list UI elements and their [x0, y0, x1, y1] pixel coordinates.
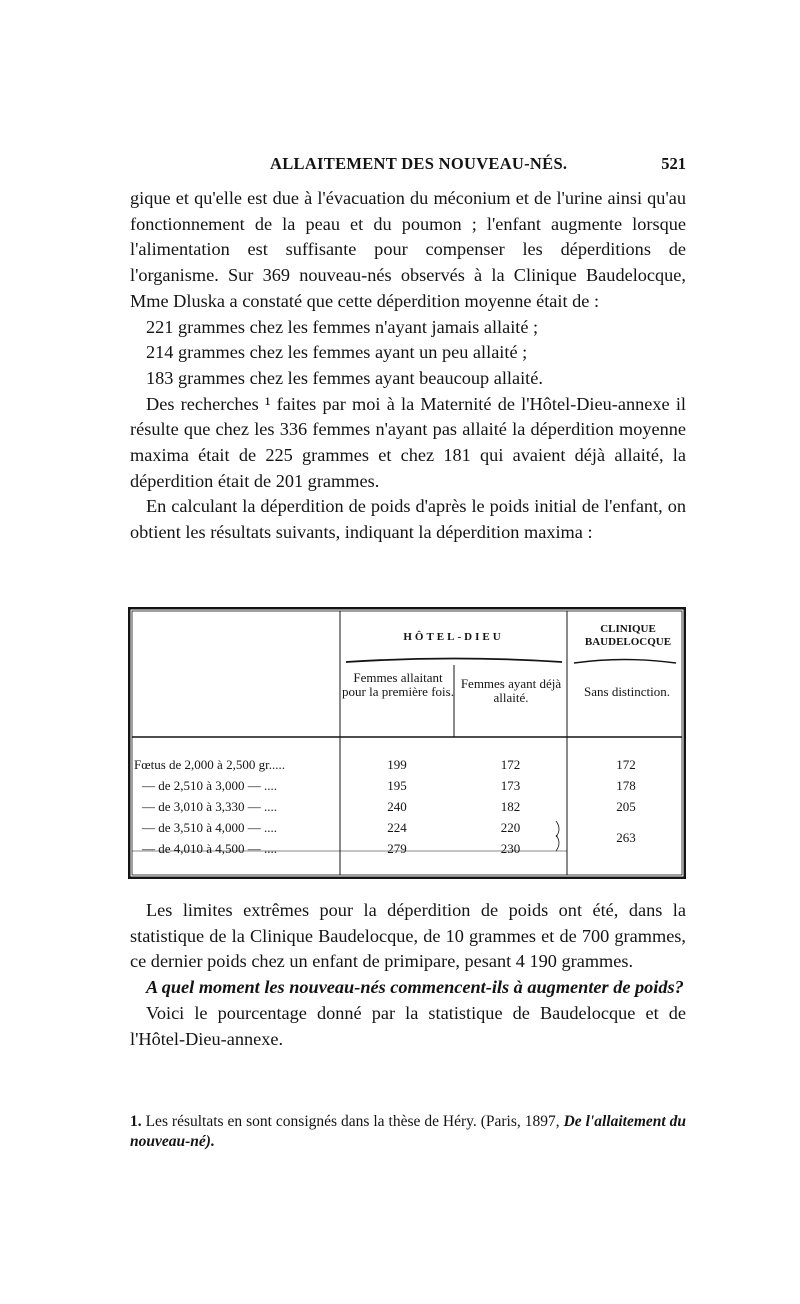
column-header-first-time: Femmes allaitant pour la première fois.: [342, 670, 454, 699]
column-no-distinction-values: [567, 754, 685, 859]
table-cell: 172: [500, 757, 521, 772]
column-already-values: [454, 754, 567, 859]
table-row-label: — de 4,010 à 4,500 — ....: [142, 841, 278, 856]
footnote-marker: 1.: [130, 1113, 142, 1130]
running-title: ALLAITEMENT DES NOUVEAU-NÉS.: [270, 154, 568, 173]
paragraph-4: Les limites extrêmes pour la déperdition de poids ont été, dans la statistique de la Clinique Baudelocque, de 10 grammes et de 700 grammes, ce dernier poids chez un enfant de primipare, pesant 4 190 grammes.: [130, 900, 686, 972]
paragraph-1: gique et qu'elle est due à l'évacuation du méconium et de l'urine ainsi qu'au fonctionnement de la peau et du poumon ; l'enfant augmente lorsque l'alimentation est suffisante pour compenser les déperditions de l'organisme. Sur 369 nouveau-nés observés à la Clinique Baudelocque, Mme Dluska a constaté que cette déperdition moyenne était de :: [130, 188, 686, 311]
list-item: 183 grammes chez les femmes ayant beaucoup allaité.: [146, 367, 543, 388]
group-header-baudelocque: CLINIQUE BAUDELOCQUE: [584, 623, 672, 648]
table-cell: 205: [616, 799, 636, 814]
table-cell: 172: [616, 757, 636, 772]
table-row-label: — de 3,510 à 4,000 — ....: [142, 820, 278, 835]
column-first-time-values: [340, 754, 454, 859]
column-header-no-distinction: Sans distinction.: [584, 684, 670, 699]
paragraph-3: En calculant la déperdition de poids d'après le poids initial de l'enfant, on obtient les résultats suivants, indiquant la déperdition maxima :: [130, 496, 686, 543]
column-header-already: Femmes ayant déjà allaité.: [460, 676, 562, 705]
group-header-hotel-dieu: HÔTEL-DIEU: [403, 631, 504, 643]
footnote-text: Les résultats en sont consignés dans la thèse de Héry. (Paris, 1897,: [145, 1113, 560, 1130]
table-row-label: — de 3,010 à 3,330 — ....: [142, 799, 278, 814]
paragraph-5-question: A quel moment les nouveau-nés commencent-ils à augmenter de poids?: [146, 977, 684, 998]
table-cell: 279: [387, 841, 407, 856]
table-cell: 224: [387, 820, 407, 835]
loss-list: [130, 315, 686, 392]
table-cell: 220: [500, 820, 521, 835]
table-cell: 230: [500, 841, 521, 856]
table-cell: 195: [387, 778, 407, 793]
table-row-label: Fœtus de 2,000 à 2,500 gr.....: [134, 757, 285, 772]
body-text-continued: [130, 898, 686, 1052]
footnote: [130, 1112, 686, 1152]
footnote-italic-title: De l'allaitement du nouveau-né).: [130, 1113, 687, 1150]
table-cell: 199: [387, 757, 407, 772]
body-text: [130, 186, 686, 546]
table-cell: 178: [616, 778, 636, 793]
paragraph-6: Voici le pourcentage donné par la statistique de Baudelocque et de l'Hôtel-Dieu-annexe.: [130, 1002, 686, 1049]
table-cell: 263: [616, 830, 636, 845]
row-labels: [128, 754, 340, 859]
weight-loss-table: [128, 607, 686, 879]
table-cell: 240: [387, 799, 407, 814]
running-header: [130, 154, 686, 178]
table-cell: 173: [500, 778, 521, 793]
list-item: 214 grammes chez les femmes ayant un peu allaité ;: [146, 342, 528, 363]
table-cell: 182: [500, 799, 521, 814]
table-row-label: — de 2,510 à 3,000 — ....: [142, 778, 278, 793]
paragraph-2: Des recherches ¹ faites par moi à la Maternité de l'Hôtel-Dieu-annexe il résulte que chez les 336 femmes n'ayant pas allaité la déperdition moyenne maxima était de 225 grammes et chez 181 qui avaient déjà allaité, la déperdition était de 201 grammes.: [130, 393, 686, 491]
list-item: 221 grammes chez les femmes n'ayant jamais allaité ;: [146, 316, 539, 337]
page-number: 521: [661, 154, 686, 173]
